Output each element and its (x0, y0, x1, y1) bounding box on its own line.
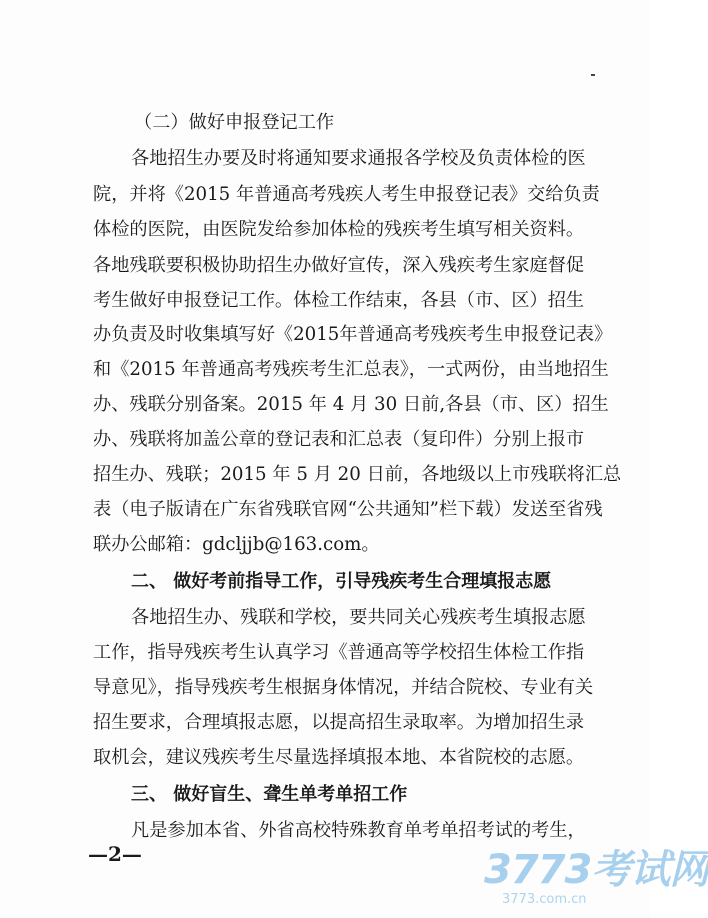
paragraph-line: 招生要求，合理填报志愿，以提高招生录取率。为增加招生录 (93, 712, 585, 733)
paragraph-line: 考生做好申报登记工作。体检工作结束，各县（市、区）招生 (93, 290, 585, 311)
paragraph-line: 工作，指导残疾考生认真学习《普通高等学校招生体检工作指 (93, 642, 585, 663)
paragraph-line-email: 联办公邮箱：gdcljjb@163.com。 (93, 534, 380, 555)
paragraph-line: 办、残联分别备案。2015 年 4 月 30 日前,各县（市、区）招生 (93, 394, 609, 415)
watermark-url: 3773.com.cn (502, 892, 587, 907)
section-heading-three: 三、 做好盲生、聋生单考单招工作 (131, 784, 408, 805)
section-heading-2: （二）做好申报登记工作 (134, 112, 335, 133)
paragraph-line: 导意见》，指导残疾考生根据身体情况，并结合院校、专业有关 (93, 677, 594, 698)
paragraph-line: 和《2015 年普通高考残疾考生汇总表》，一式两份，由当地招生 (93, 359, 609, 380)
paragraph-line: 各地残联要积极协助招生办做好宣传，深入残疾考生家庭督促 (93, 255, 585, 276)
paragraph-line: 各地招生办、残联和学校，要共同关心残疾考生填报志愿 (131, 607, 586, 628)
page-number: —2— (88, 842, 142, 866)
paragraph-line: 办、残联将加盖公章的登记表和汇总表（复印件）分别上报市 (93, 429, 585, 450)
paragraph-line: 办负责及时收集填写好《2015年普通高考残疾考生申报登记表》 (93, 324, 613, 345)
site-watermark (484, 847, 708, 914)
paragraph-line: 取机会，建议残疾考生尽量选择填报本地、本省院校的志愿。 (93, 747, 585, 768)
watermark-brand: 3773考试网 (484, 847, 708, 893)
paragraph-line: 表（电子版请在广东省残联官网“公共通知”栏下载）发送至省残 (93, 499, 603, 520)
paragraph-line: 院，并将《2015 年普通高考残疾人考生申报登记表》交给负责 (93, 184, 600, 205)
paragraph-line: 招生办、残联；2015 年 5 月 20 日前，各地级以上市残联将汇总 (93, 464, 622, 485)
paragraph-line: 各地招生办要及时将通知要求通报各学校及负责体检的医 (131, 148, 586, 169)
scan-speck (591, 74, 595, 76)
paragraph-line: 凡是参加本省、外省高校特殊教育单考单招考试的考生， (131, 820, 586, 841)
section-heading-two: 二、 做好考前指导工作，引导残疾考生合理填报志愿 (131, 571, 552, 592)
paragraph-line: 体检的医院，由医院发给参加体检的残疾考生填写相关资料。 (93, 219, 585, 240)
